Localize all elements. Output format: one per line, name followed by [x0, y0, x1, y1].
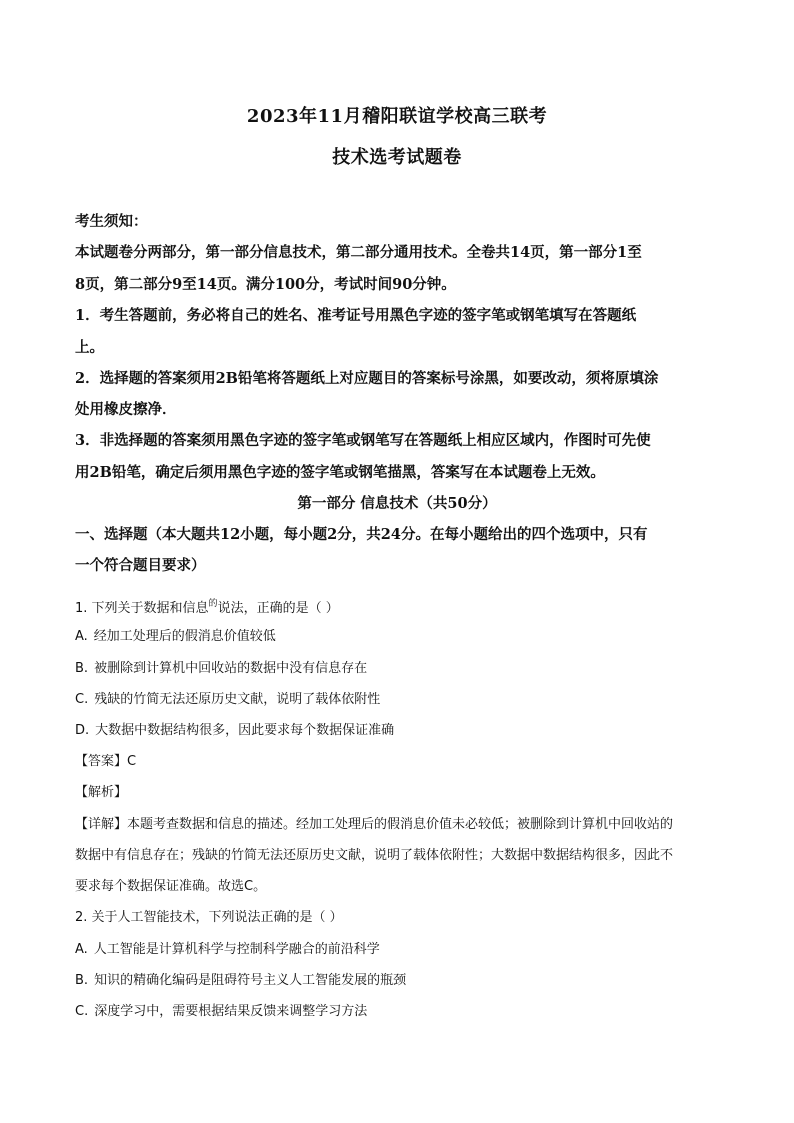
- q2-stem: 2. 关于人工智能技术，下列说法正确的是（ ）: [75, 910, 343, 925]
- option-text: 大数据中数据结构很多，因此要求每个数据保证准确: [95, 723, 395, 738]
- q1-stem-sup: 的: [208, 599, 218, 609]
- notice-heading: 考生须知：: [75, 213, 148, 230]
- q1-detail-line2: 数据中有信息存在；残缺的竹简无法还原历史文献，说明了载体依附性；大数据中数据结构很多，因此不: [75, 848, 674, 863]
- notice-item3-line1: 3．非选择题的答案须用黑色字迹的签字笔或钢笔写在答题纸上相应区域内，作图时可先使: [75, 432, 651, 449]
- option-text: 知识的精确化编码是阻碍符号主义人工智能发展的瓶颈: [94, 973, 407, 988]
- option-letter: C.: [75, 692, 89, 707]
- option-text: 被删除到计算机中回收站的数据中没有信息存在: [94, 661, 368, 676]
- q1-option-a: [75, 627, 725, 647]
- notice-item1-line1: 1．考生答题前，务必将自己的姓名、准考证号用黑色字迹的签字笔或钢笔填写在答题纸: [75, 307, 637, 324]
- notice-intro-line2: 8页，第二部分9至14页。满分100分，考试时间90分钟。: [75, 276, 456, 293]
- q1-stem: [75, 594, 725, 619]
- notice-item3-line2: 用2B铅笔，确定后须用黑色字迹的签字笔或钢笔描黑，答案写在本试题卷上无效。: [75, 464, 605, 481]
- q2-option-b: [75, 971, 725, 991]
- notice-item2-line2: 处用橡皮擦净．: [75, 401, 177, 418]
- section1-instructions-line2: 一个符合题目要求）: [75, 557, 206, 574]
- q1-option-d: [75, 721, 725, 741]
- q2-option-a: [75, 940, 725, 960]
- notice-item2-line1: 2．选择题的答案须用2B铅笔将答题纸上对应题目的答案标号涂黑，如要改动，须将原填涂: [75, 370, 659, 387]
- q1-detail-line3: 要求每个数据保证准确。故选C。: [75, 879, 267, 894]
- q2-option-c: [75, 1002, 725, 1022]
- option-letter: D.: [75, 723, 90, 738]
- part1-heading: 第一部分 信息技术（共50分）: [297, 495, 497, 512]
- q1-analysis: 【解析】: [75, 785, 128, 800]
- option-text: 深度学习中，需要根据结果反馈来调整学习方法: [94, 1004, 368, 1019]
- option-letter: A.: [75, 942, 88, 957]
- option-text: 人工智能是计算机科学与控制科学融合的前沿科学: [93, 942, 380, 957]
- q1-option-c: [75, 690, 725, 710]
- option-letter: B.: [75, 661, 89, 676]
- exam-title: 2023年11月稽阳联谊学校高三联考: [246, 106, 548, 127]
- q1-option-b: [75, 659, 725, 679]
- q1-detail-line1: 【详解】本题考查数据和信息的描述。经加工处理后的假消息价值未必较低；被删除到计算机中回收站的: [75, 817, 674, 832]
- q1-stem-a: 1. 下列关于数据和信息: [75, 601, 209, 616]
- q1-stem-b: 说法，正确的是（ ）: [217, 601, 339, 616]
- notice-intro-line1: 本试题卷分两部分，第一部分信息技术，第二部分通用技术。全卷共14页，第一部分1至: [75, 244, 642, 261]
- option-text: 残缺的竹简无法还原历史文献，说明了载体依附性: [94, 692, 381, 707]
- exam-subtitle: 技术选考试题卷: [332, 147, 462, 168]
- option-letter: B.: [75, 973, 89, 988]
- notice-item1-line2: 上。: [75, 339, 104, 356]
- option-letter: A.: [75, 629, 88, 644]
- option-letter: C.: [75, 1004, 89, 1019]
- option-text: 经加工处理后的假消息价值较低: [93, 629, 276, 644]
- q1-answer: 【答案】C: [75, 754, 137, 769]
- section1-instructions-line1: 一、选择题（本大题共12小题，每小题2分，共24分。在每小题给出的四个选项中，只有: [75, 526, 648, 543]
